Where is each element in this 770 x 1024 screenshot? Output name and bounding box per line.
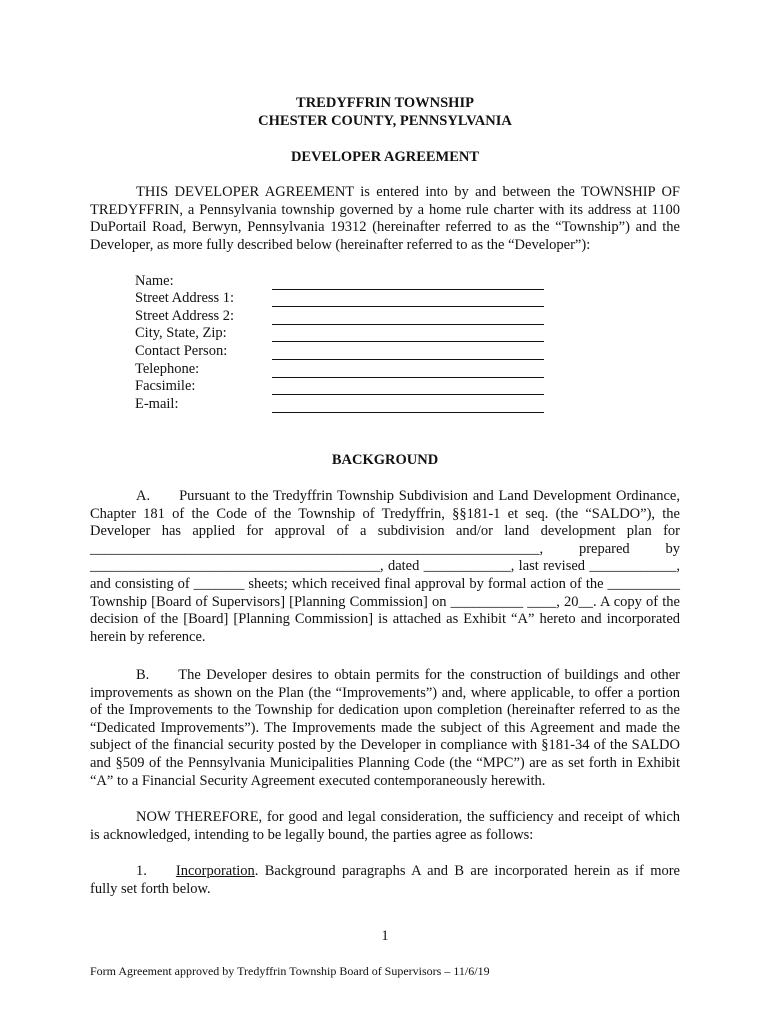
background-paragraph-b: B. The Developer desires to obtain permits for the construction of buildings and other improvements as shown on the Plan (the “Improvements”) and, where applicable, to offer a portion of the Improvements to the Township for dedication upon completion (hereinafter referred to as the “Dedicated Improvements”). The Improvements made the subject of this Agreement and made the subject of the financial security posted by the Developer in compliance with §181-34 of the SALDO and §509 of the Pennsylvania Municipalities Planning Code (the “MPC”) are as set forth in Exhibit “A” to a Financial Security Agreement executed contemporaneously herewith.: [90, 667, 680, 789]
county-title: CHESTER COUNTY, PENNSYLVANIA: [258, 113, 512, 129]
footer-note: Form Agreement approved by Tredyffrin Township Board of Supervisors – 11/6/19: [90, 964, 490, 978]
telephone-input-line[interactable]: [272, 364, 544, 378]
city-state-zip-input-line[interactable]: [272, 328, 544, 342]
field-contact-person: [135, 342, 555, 360]
contact-person-input-line[interactable]: [272, 346, 544, 360]
field-street-address-1: [135, 290, 555, 308]
intro-paragraph: THIS DEVELOPER AGREEMENT is entered into by and between the TOWNSHIP OF TREDYFFRIN, a Pennsylvania township governed by a home rule charter with its address at 1100 DuPortail Road, Berwyn, Pennsylvania 19312 (hereinafter referred to as the “Township”) and the Developer, as more fully described below (hereinafter referred to as the “Developer”):: [90, 184, 680, 253]
field-label: City, State, Zip:: [135, 325, 227, 342]
facsimile-input-line[interactable]: [272, 381, 544, 395]
field-label: Facsimile:: [135, 378, 196, 395]
background-paragraph-a: A. Pursuant to the Tredyffrin Township Subdivision and Land Development Ordinance, Chapter 181 of the Code of the Township of Tredyffrin, §§181-1 et seq. (the “SALDO”), the Developer has applied for approval of a subdivision and/or land development plan for ______________________________________________________________, prepared by ________________________________________, dated ____________, last revised ____________, and consisting of _______ sheets; which received final approval by formal action of the __________ Township [Board of Supervisors] [Planning Commission] on __________ ____, 20__. A copy of the decision of the [Board] [Planning Commission] is attached as Exhibit “A” hereto and incorporated herein by reference.: [90, 488, 680, 645]
now-therefore-paragraph: NOW THEREFORE, for good and legal consideration, the sufficiency and receipt of which is acknowledged, intending to be legally bound, the parties agree as follows:: [90, 809, 680, 843]
street-address-2-input-line[interactable]: [272, 311, 544, 325]
field-email: [135, 395, 555, 413]
section-1-text: . Background paragraphs A and B are incorporated herein as if more fully set forth below.: [90, 863, 680, 897]
field-label: Telephone:: [135, 360, 200, 377]
field-facsimile: [135, 378, 555, 396]
township-title: TREDYFFRIN TOWNSHIP: [296, 95, 474, 111]
background-heading: BACKGROUND: [331, 452, 439, 468]
street-address-1-input-line[interactable]: [272, 293, 544, 307]
section-1-paragraph: [90, 863, 680, 898]
field-street-address-2: [135, 307, 555, 325]
field-city-state-zip: [135, 325, 555, 343]
email-input-line[interactable]: [272, 399, 544, 413]
document-title: DEVELOPER AGREEMENT: [290, 149, 480, 165]
section-1-number: 1.: [136, 863, 147, 879]
section-1-title: Incorporation: [175, 863, 255, 879]
developer-info-fields: [135, 272, 555, 413]
field-label: Street Address 1:: [135, 290, 235, 307]
field-label: E-mail:: [135, 395, 179, 412]
field-label: Contact Person:: [135, 342, 228, 359]
page-number: 1: [381, 928, 389, 944]
field-telephone: [135, 360, 555, 378]
field-label: Name:: [135, 272, 174, 289]
name-input-line[interactable]: [272, 276, 544, 290]
field-label: Street Address 2:: [135, 307, 235, 324]
field-name: [135, 272, 555, 290]
